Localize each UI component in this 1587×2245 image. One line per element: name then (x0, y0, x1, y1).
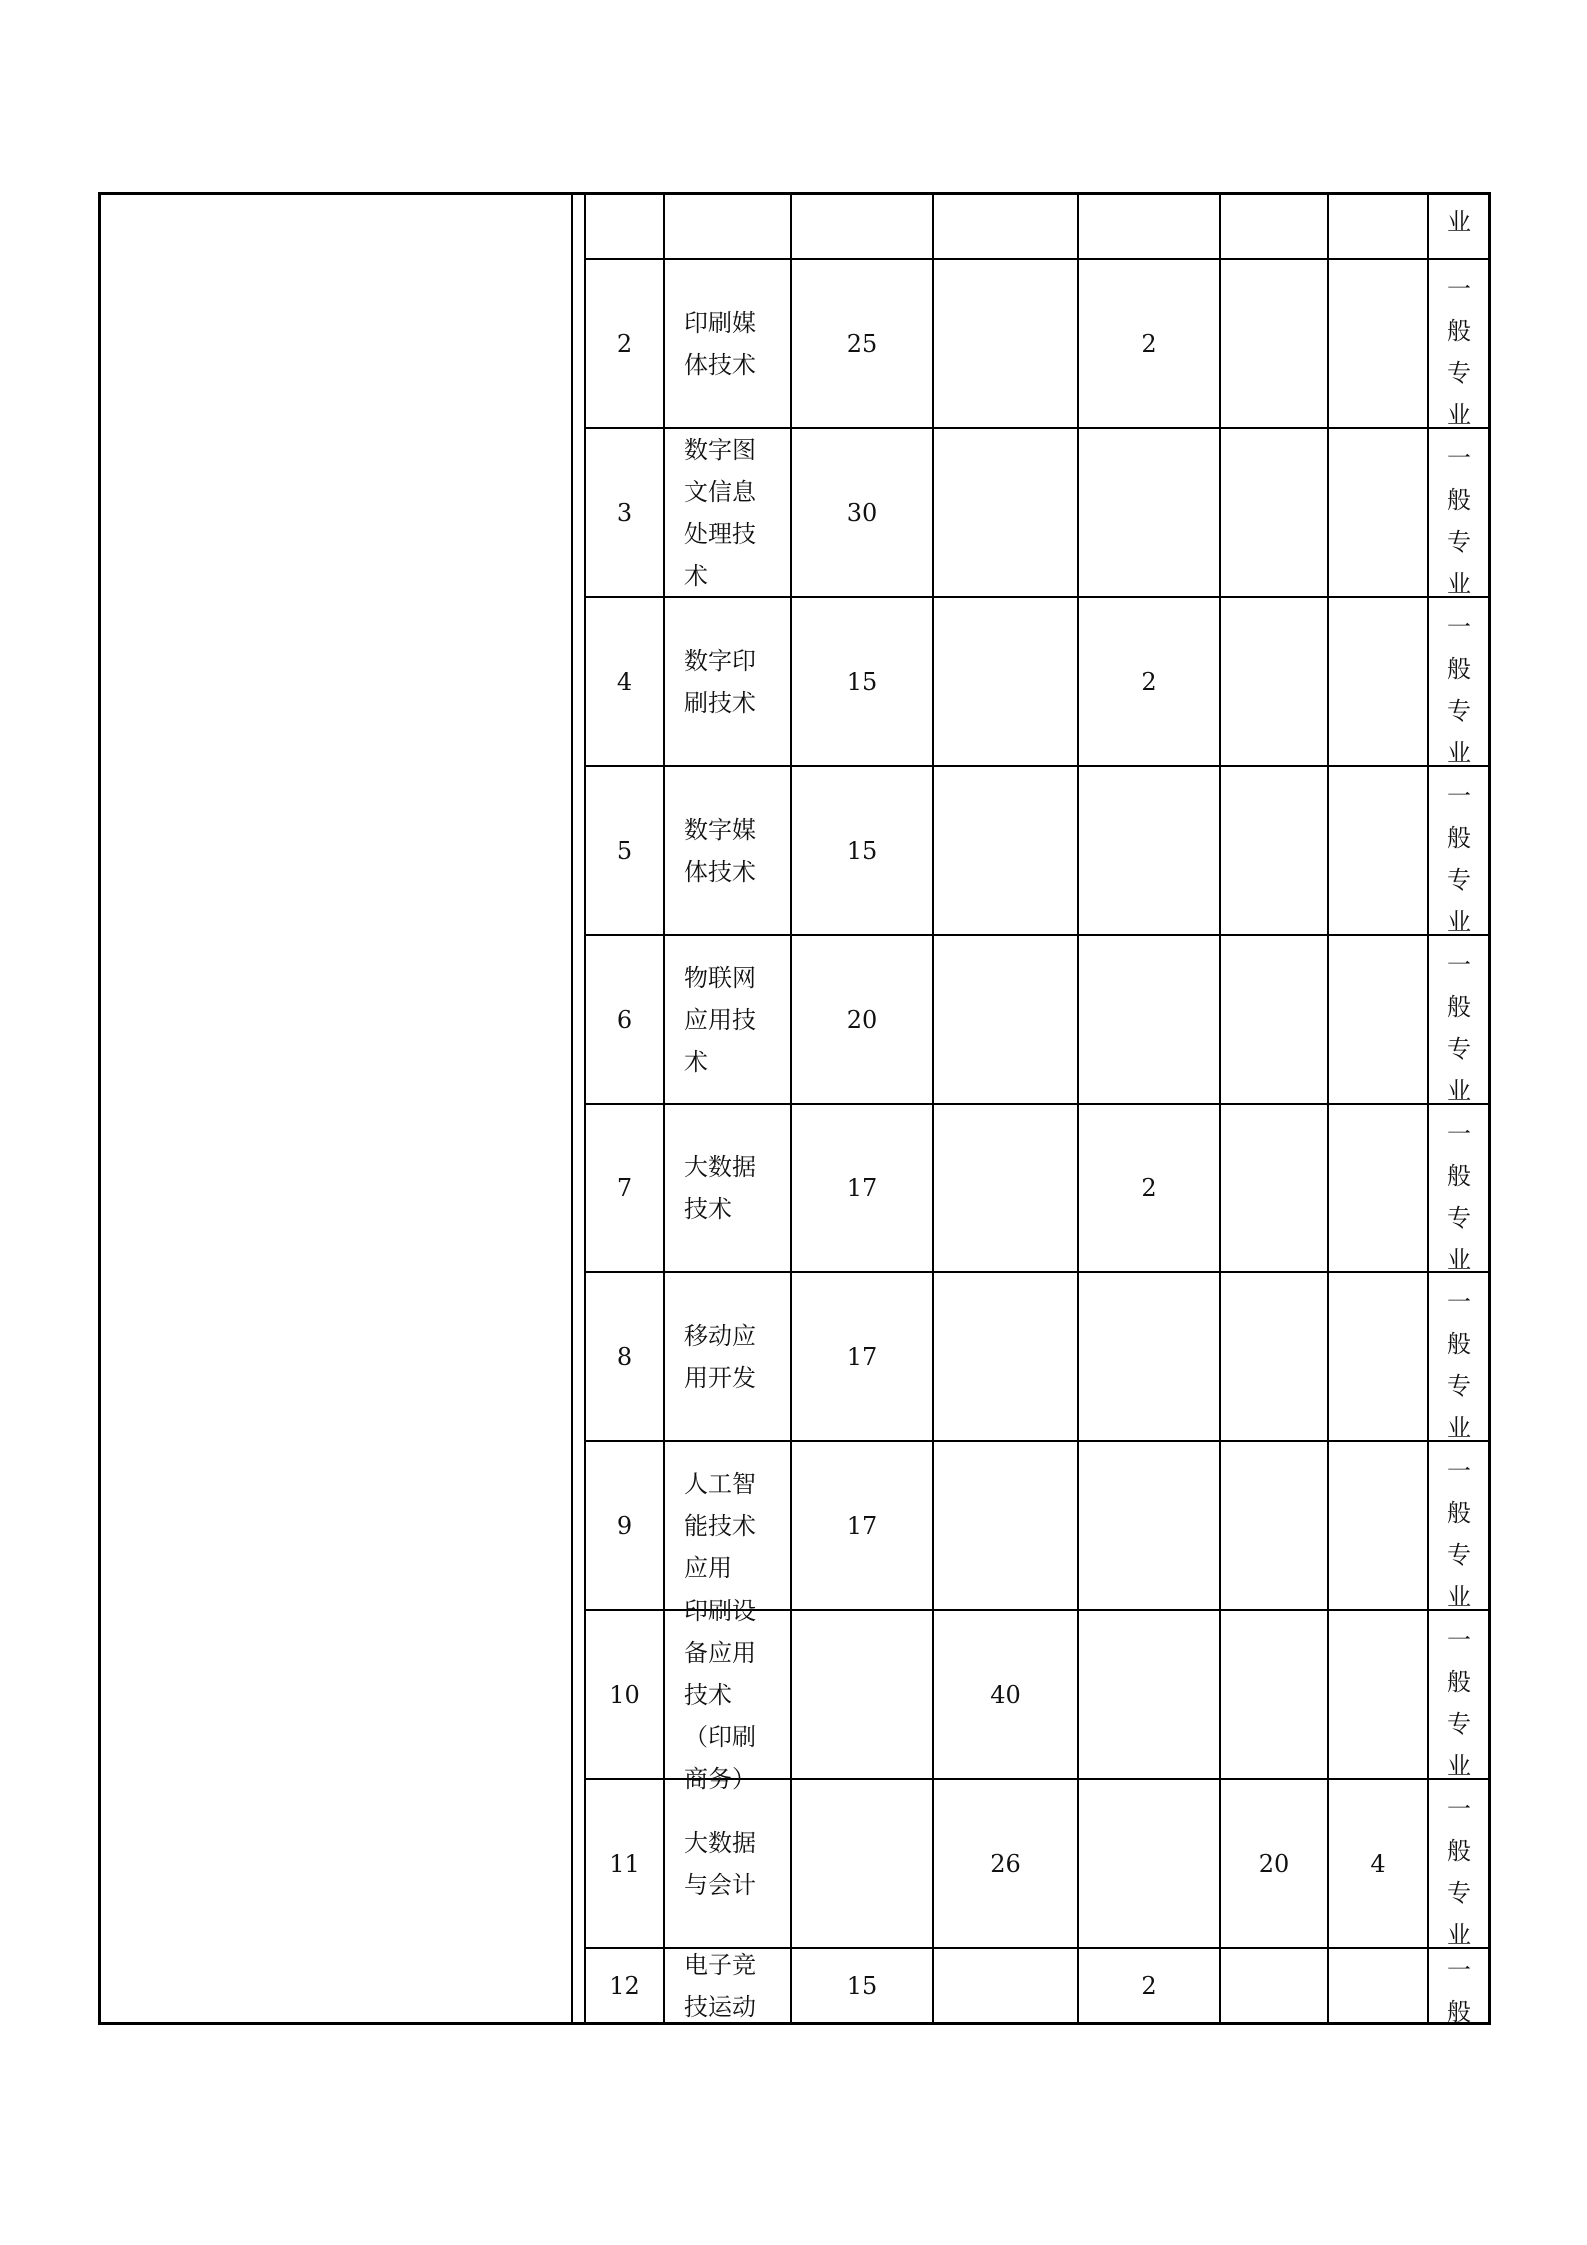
value-cell (1329, 1949, 1427, 2022)
value-cell: 30 (846, 498, 878, 527)
row-number: 2 (616, 329, 633, 358)
level-cell: 一 般 专 业 (1447, 1120, 1471, 1274)
value-cell: 4 (1370, 1849, 1386, 1878)
value-cell: 2 (1141, 667, 1157, 696)
major-name-cell: 数字图文信息处理技术 (684, 435, 756, 590)
value-cell: 2 (1141, 1174, 1157, 1202)
row-number: 5 (616, 836, 633, 865)
value-cell (934, 936, 1077, 1103)
major-name-cell: 大数据与会计 (684, 1828, 756, 1899)
value-cell (792, 1780, 932, 1947)
level-cell: 一 般 专 业 (1447, 1457, 1471, 1611)
row-number: 11 (609, 1849, 640, 1878)
row-number: 4 (616, 667, 633, 696)
column-divider (571, 192, 573, 2025)
value-cell (1329, 1105, 1427, 1271)
value-cell (934, 1273, 1077, 1440)
value-cell (1079, 1442, 1219, 1609)
value-cell (1079, 1780, 1219, 1947)
value-cell (1079, 767, 1219, 934)
level-cell: 一 般 专 业 (1447, 1288, 1471, 1442)
level-cell: 一 般 专 业 (1447, 782, 1471, 936)
value-cell (1079, 429, 1219, 596)
major-name-cell: 数字印刷技术 (684, 646, 756, 717)
major-name-cell: 电子竞技运动 (684, 1950, 756, 2021)
value-cell: 15 (846, 1971, 878, 2000)
value-cell (934, 260, 1077, 427)
row-number: 12 (609, 1971, 640, 2000)
value-cell (1079, 1611, 1219, 1778)
value-cell (1329, 1442, 1427, 1609)
value-cell: 17 (846, 1174, 878, 1202)
major-name-cell: 物联网应用技术 (684, 963, 756, 1076)
value-cell (1221, 1442, 1327, 1609)
value-cell (1329, 1611, 1427, 1778)
value-cell (1221, 1949, 1327, 2022)
level-cell: 一 般 专 业 (1447, 1626, 1471, 1780)
row-number: 10 (609, 1680, 640, 1709)
value-cell (1079, 1273, 1219, 1440)
value-cell (934, 1949, 1077, 2022)
value-cell (934, 767, 1077, 934)
value-cell: 26 (990, 1849, 1021, 1878)
value-cell: 20 (1258, 1849, 1290, 1878)
value-cell: 25 (846, 329, 878, 358)
level-cell: 业 (1447, 208, 1471, 236)
row-number: 7 (616, 1174, 633, 1202)
row-number: 6 (616, 1005, 633, 1034)
value-cell: 15 (846, 836, 878, 865)
value-cell (934, 598, 1077, 765)
major-name-cell: 数字媒体技术 (684, 815, 756, 886)
level-cell: 一 般 专 业 (1447, 444, 1471, 598)
value-cell (1329, 1273, 1427, 1440)
value-cell (1329, 598, 1427, 765)
row-number: 9 (616, 1511, 633, 1540)
major-name-cell: 大数据技术 (684, 1153, 756, 1223)
value-cell (1221, 598, 1327, 765)
value-cell: 20 (846, 1005, 878, 1034)
value-cell (934, 1442, 1077, 1609)
major-name-cell: 印刷设备应用技术（印刷商务） (684, 1596, 756, 1793)
value-cell (1329, 936, 1427, 1103)
value-cell (934, 429, 1077, 596)
value-cell (934, 1105, 1077, 1271)
major-name-cell: 印刷媒体技术 (684, 308, 756, 379)
value-cell (1221, 767, 1327, 934)
value-cell: 17 (846, 1511, 878, 1540)
value-cell: 2 (1141, 329, 1157, 358)
level-cell: 一 般 专 业 (1447, 613, 1471, 767)
value-cell (1221, 1105, 1327, 1271)
level-cell: 一 般 专 业 (1447, 951, 1471, 1105)
value-cell (1221, 1273, 1327, 1440)
value-cell (1221, 260, 1327, 427)
level-cell: 一 般 专 业 (1447, 275, 1471, 429)
value-cell (1221, 429, 1327, 596)
level-cell: 一 般 专 业 (1447, 1795, 1471, 1949)
value-cell: 15 (846, 667, 878, 696)
value-cell (1221, 936, 1327, 1103)
value-cell (1221, 1611, 1327, 1778)
value-cell (1329, 767, 1427, 934)
row-number: 3 (616, 498, 633, 527)
level-cell: 一 般 (1447, 1956, 1471, 2026)
value-cell: 17 (846, 1342, 878, 1371)
value-cell (792, 1611, 932, 1778)
value-cell: 2 (1141, 1971, 1157, 2000)
value-cell (1079, 936, 1219, 1103)
major-name-cell: 人工智能技术应用 (684, 1469, 756, 1582)
value-cell: 40 (990, 1680, 1021, 1709)
value-cell (1329, 260, 1427, 427)
row-number: 8 (616, 1342, 633, 1371)
major-name-cell: 移动应用开发 (684, 1321, 756, 1392)
value-cell (1329, 429, 1427, 596)
